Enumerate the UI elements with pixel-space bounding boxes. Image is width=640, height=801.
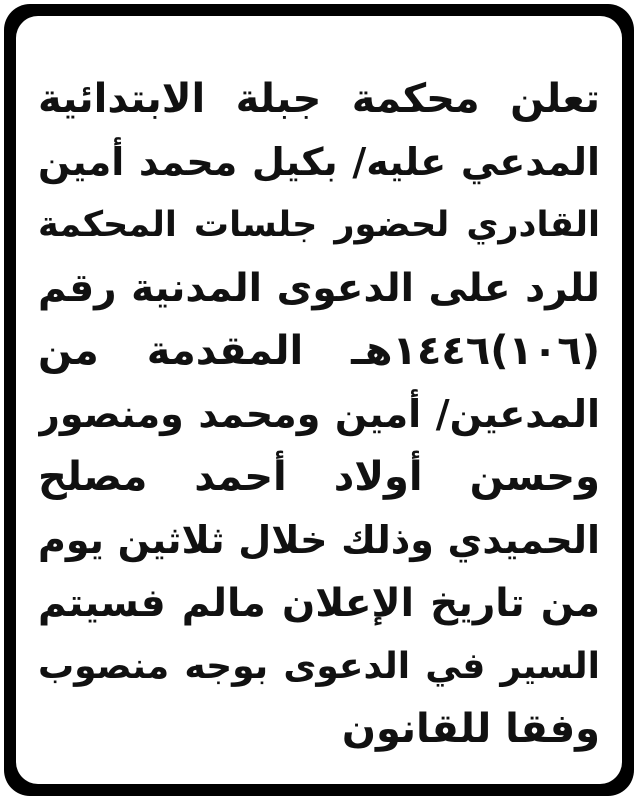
- notice-line-2: المدعي عليه/ بكيل محمد أمين: [38, 140, 600, 184]
- notice-line-4: للرد على الدعوى المدنية رقم: [38, 266, 600, 311]
- notice-frame: [4, 4, 634, 796]
- notice-line-1: تعلن محكمة جبلة الابتدائية: [38, 76, 600, 122]
- notice-line-7: وحسن أولاد أحمد مصلح: [38, 454, 600, 500]
- notice-line-10: السير في الدعوى بوجه منصوب: [38, 646, 600, 687]
- notice-line-6: المدعين/ أمين ومحمد ومنصور: [38, 392, 600, 436]
- notice-line-9: من تاريخ الإعلان مالم فسيتم: [38, 581, 600, 626]
- notice-body: [16, 16, 622, 784]
- notice-line-3: القادري لحضور جلسات المحكمة: [38, 205, 600, 245]
- notice-line-5: (١٠٦)١٤٤٦هـ المقدمة من: [38, 328, 600, 374]
- notice-line-8: الحميدي وذلك خلال ثلاثين يوم: [38, 518, 600, 562]
- notice-line-11: وفقا للقانون: [341, 706, 600, 752]
